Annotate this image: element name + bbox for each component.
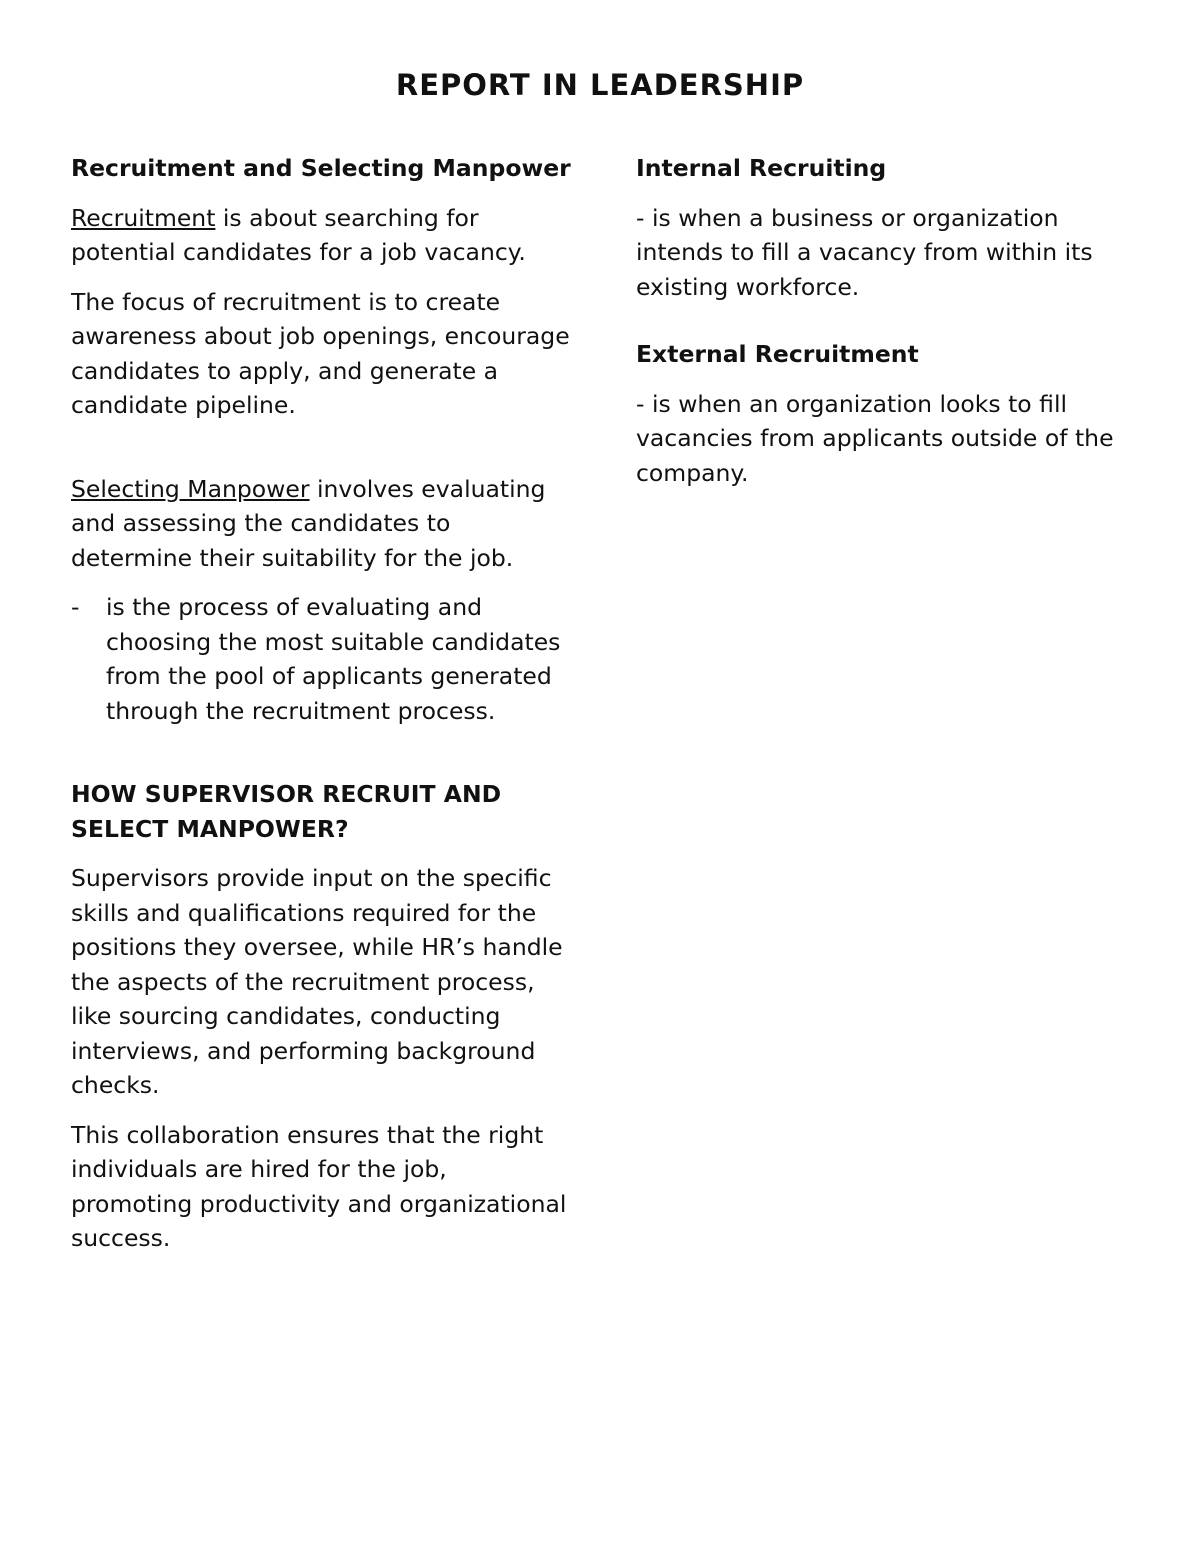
- selecting-definition-text: involves evaluating and assessing the candidates to determine their suitability for the job.: [71, 474, 546, 572]
- supervisor-heading: HOW SUPERVISOR RECRUIT AND SELECT MANPOWER?: [71, 780, 502, 843]
- selecting-term: Selecting Manpower: [71, 474, 310, 503]
- bullet-dash: -: [71, 593, 80, 621]
- recruitment-definition-text: is about searching for potential candidates for a job vacancy.: [71, 203, 526, 266]
- internal-recruiting-text: - is when a business or organization intends to fill a vacancy from within its existing workforce.: [636, 203, 1093, 301]
- internal-recruiting-heading: Internal Recruiting: [636, 154, 887, 182]
- left-column: [71, 151, 571, 1271]
- recruitment-term: Recruitment: [71, 203, 216, 232]
- external-recruitment-heading: External Recruitment: [636, 340, 919, 368]
- recruitment-definition: [71, 201, 571, 270]
- document-title: REPORT IN LEADERSHIP: [395, 68, 805, 102]
- spacer: [636, 319, 1116, 337]
- selection-bullet-item: [71, 590, 571, 728]
- selecting-definition: [71, 472, 571, 576]
- external-recruitment-text: - is when an organization looks to fill vacancies from applicants outside of the company.: [636, 389, 1114, 487]
- bullet-text: is the process of evaluating and choosing the most suitable candidates from the pool of applicants generated through the recruitment process.: [106, 593, 561, 725]
- spacer: [71, 438, 571, 472]
- right-column: [636, 151, 1116, 505]
- spacer: [71, 743, 571, 777]
- supervisors-paragraph: Supervisors provide input on the specific skills and qualifications required for the positions they oversee, while HR’s handle the aspects of the recruitment process, like sourcing candidates, conducting interviews, and performing background checks.: [71, 864, 563, 1099]
- collaboration-paragraph: This collaboration ensures that the right individuals are hired for the job, promoting productivity and organizational success.: [71, 1120, 567, 1252]
- recruitment-focus-paragraph: The focus of recruitment is to create awareness about job openings, encourage candidates to apply, and generate a candidate pipeline.: [71, 287, 570, 419]
- recruitment-selecting-heading: Recruitment and Selecting Manpower: [71, 154, 571, 182]
